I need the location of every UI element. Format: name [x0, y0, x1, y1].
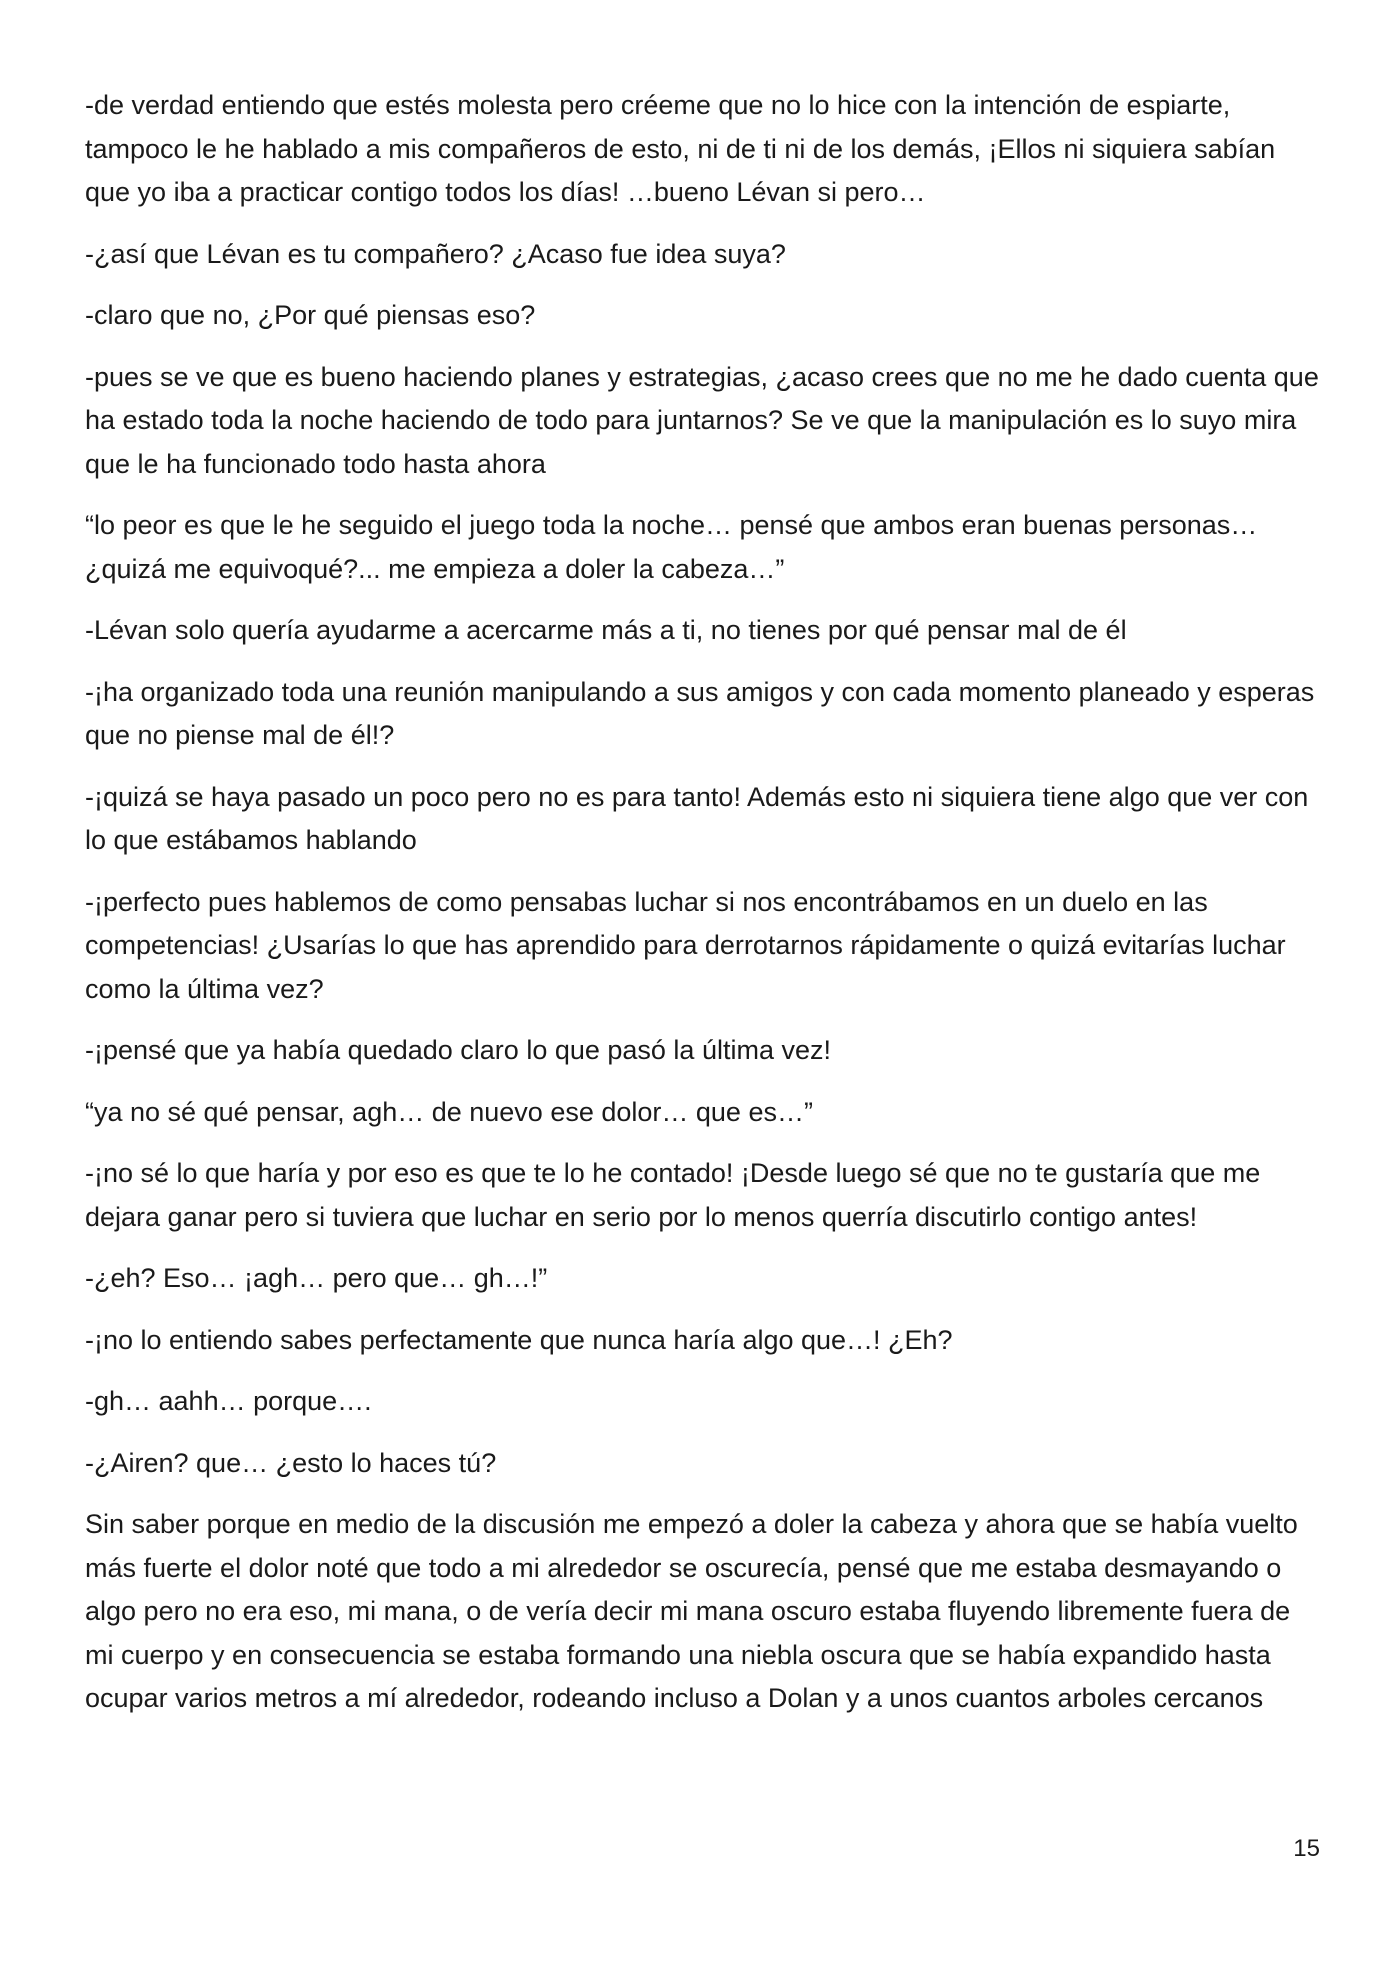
paragraph: “ya no sé qué pensar, agh… de nuevo ese dolor… que es…”: [85, 1096, 813, 1127]
paragraph: -¡ha organizado toda una reunión manipulando a sus amigos y con cada momento planeado y esperas que no piense mal de él!?: [85, 676, 1315, 750]
paragraph: -claro que no, ¿Por qué piensas eso?: [85, 300, 536, 330]
paragraph: -¿así que Lévan es tu compañero? ¿Acaso fue idea suya?: [85, 238, 786, 269]
paragraph: -¡no sé lo que haría y por eso es que te lo he contado! ¡Desde luego sé que no te gustaría que me dejara ganar pero si tuviera que luchar en serio por lo menos querría discutirlo contigo antes!: [85, 1158, 1261, 1232]
paragraph: -¿eh? Eso… ¡agh… pero que… gh…!”: [85, 1263, 548, 1293]
paragraph: -¡quizá se haya pasado un poco pero no es para tanto! Además esto ni siquiera tiene algo que ver con lo que estábamos hablando: [85, 781, 1309, 855]
paragraph: -¡pensé que ya había quedado claro lo que pasó la última vez!: [85, 1035, 831, 1065]
paragraph: -¿Airen? que… ¿esto lo haces tú?: [85, 1447, 497, 1478]
paragraph: -pues se ve que es bueno haciendo planes y estrategias, ¿acaso crees que no me he dado cuenta que ha estado toda la noche haciendo de todo para juntarnos? Se ve que la manipulación es lo suyo mira que le ha funcionado todo hasta ahora: [85, 361, 1319, 479]
paragraph: -gh… aahh… porque….: [85, 1386, 372, 1416]
body-text: [85, 84, 1325, 1739]
paragraph: -¡perfecto pues hablemos de como pensabas luchar si nos encontrábamos en un duelo en las competencias! ¿Usarías lo que has aprendido para derrotarnos rápidamente o quizá evitarías luchar como la última vez?: [85, 886, 1286, 1004]
paragraph: -de verdad entiendo que estés molesta pero créeme que no lo hice con la intención de espiarte, tampoco le he hablado a mis compañeros de esto, ni de ti ni de los demás, ¡Ellos ni siquiera sabían que yo iba a practicar contigo todos los días! …bueno Lévan si pero…: [85, 90, 1276, 207]
page-number: 15: [1293, 1835, 1320, 1862]
paragraph: “lo peor es que le he seguido el juego toda la noche… pensé que ambos eran buenas personas… ¿quizá me equivoqué?... me empieza a doler la cabeza…”: [85, 510, 1258, 584]
paragraph: Sin saber porque en medio de la discusión me empezó a doler la cabeza y ahora que se había vuelto más fuerte el dolor noté que todo a mi alrededor se oscurecía, pensé que me estaba desmayando o algo pero no era eso, mi mana, o de vería decir mi mana oscuro estaba fluyendo libremente fuera de mi cuerpo y en consecuencia se estaba formando una niebla oscura que se había expandido hasta ocupar varios metros a mí alrededor, rodeando incluso a Dolan y a unos cuantos arboles cercanos: [85, 1509, 1298, 1713]
paragraph: -Lévan solo quería ayudarme a acercarme más a ti, no tienes por qué pensar mal de él: [85, 615, 1127, 645]
paragraph: -¡no lo entiendo sabes perfectamente que nunca haría algo que…! ¿Eh?: [85, 1324, 953, 1355]
